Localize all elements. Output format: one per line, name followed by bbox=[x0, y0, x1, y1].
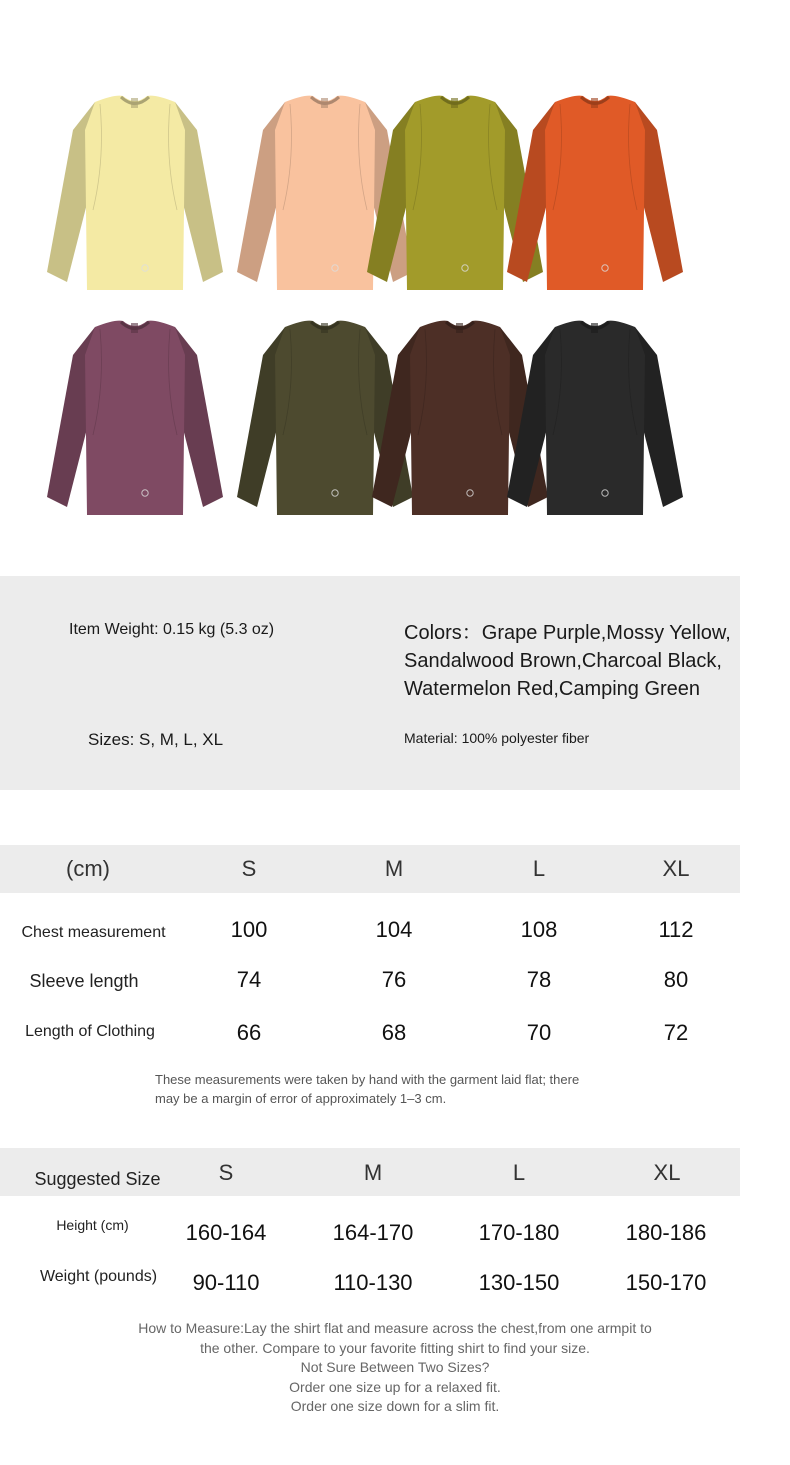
table-cell: 72 bbox=[663, 1020, 689, 1045]
table-cell: 164-170 bbox=[332, 1220, 414, 1245]
product-info-panel bbox=[0, 576, 740, 790]
table-title: Suggested Size bbox=[34, 1169, 161, 1189]
note-line: the other. Compare to your favorite fitting shirt to find your size. bbox=[200, 1339, 590, 1356]
size-header: XL bbox=[662, 856, 690, 881]
size-header: M bbox=[384, 856, 404, 881]
material: Material: 100% polyester fiber bbox=[404, 730, 590, 746]
shirt-image bbox=[45, 90, 225, 290]
measurement-note bbox=[155, 1070, 675, 1108]
row-label: Sleeve length bbox=[29, 971, 139, 991]
table-cell: 110-130 bbox=[333, 1270, 413, 1295]
table-cell: 150-170 bbox=[625, 1270, 707, 1295]
row-label: Height (cm) bbox=[56, 1217, 129, 1233]
how-to-measure-note bbox=[60, 1319, 730, 1417]
table-cell: 108 bbox=[520, 917, 558, 942]
note-line: Order one size up for a relaxed fit. bbox=[289, 1378, 501, 1395]
size-header: S bbox=[218, 1160, 234, 1185]
table-cell: 160-164 bbox=[185, 1220, 267, 1245]
table-cell: 100 bbox=[230, 917, 268, 942]
shirt-image bbox=[505, 315, 685, 515]
item-weight: Item Weight: 0.15 kg (5.3 oz) bbox=[69, 621, 275, 638]
table-cell: 74 bbox=[236, 967, 262, 992]
table-cell: 130-150 bbox=[478, 1270, 560, 1295]
table-cell: 68 bbox=[381, 1020, 407, 1045]
table-cell: 66 bbox=[236, 1020, 262, 1045]
colors-list bbox=[404, 619, 734, 703]
colors-line: Colors：Grape Purple,Mossy Yellow, bbox=[404, 622, 731, 644]
table-cell: 104 bbox=[375, 917, 413, 942]
note-line: may be a margin of error of approximately 1–3 cm. bbox=[155, 1091, 447, 1106]
colors-line: Watermelon Red,Camping Green bbox=[404, 678, 701, 700]
shirt-image bbox=[505, 90, 685, 290]
size-header: L bbox=[532, 856, 546, 881]
table-cell: 112 bbox=[658, 917, 694, 942]
row-label: Chest measurement bbox=[21, 924, 166, 941]
table-cell: 70 bbox=[526, 1020, 552, 1045]
row-label: Length of Clothing bbox=[25, 1023, 155, 1040]
table-cell: 76 bbox=[381, 967, 407, 992]
note-line: Not Sure Between Two Sizes? bbox=[300, 1359, 490, 1375]
size-header: S bbox=[241, 856, 257, 881]
table-cell: 80 bbox=[663, 967, 689, 992]
table-cell: 78 bbox=[526, 967, 552, 992]
product-gallery bbox=[0, 0, 790, 560]
table-cell: 180-186 bbox=[625, 1220, 707, 1245]
colors-line: Sandalwood Brown,Charcoal Black, bbox=[404, 650, 722, 672]
note-line: Order one size down for a slim fit. bbox=[290, 1398, 500, 1414]
note-line: How to Measure:Lay the shirt flat and measure across the chest,from one armpit to bbox=[138, 1320, 652, 1336]
size-header: M bbox=[363, 1160, 383, 1185]
row-label: Weight (pounds) bbox=[39, 1268, 158, 1285]
table-cell: 90-110 bbox=[192, 1270, 260, 1295]
unit-header: (cm) bbox=[66, 856, 110, 881]
note-line: These measurements were taken by hand with the garment laid flat; there bbox=[155, 1072, 580, 1087]
shirt-image bbox=[45, 315, 225, 515]
table-cell: 170-180 bbox=[478, 1220, 560, 1245]
size-header: L bbox=[512, 1160, 526, 1185]
size-header: XL bbox=[653, 1160, 681, 1185]
sizes-available: Sizes: S, M, L, XL bbox=[88, 730, 224, 749]
